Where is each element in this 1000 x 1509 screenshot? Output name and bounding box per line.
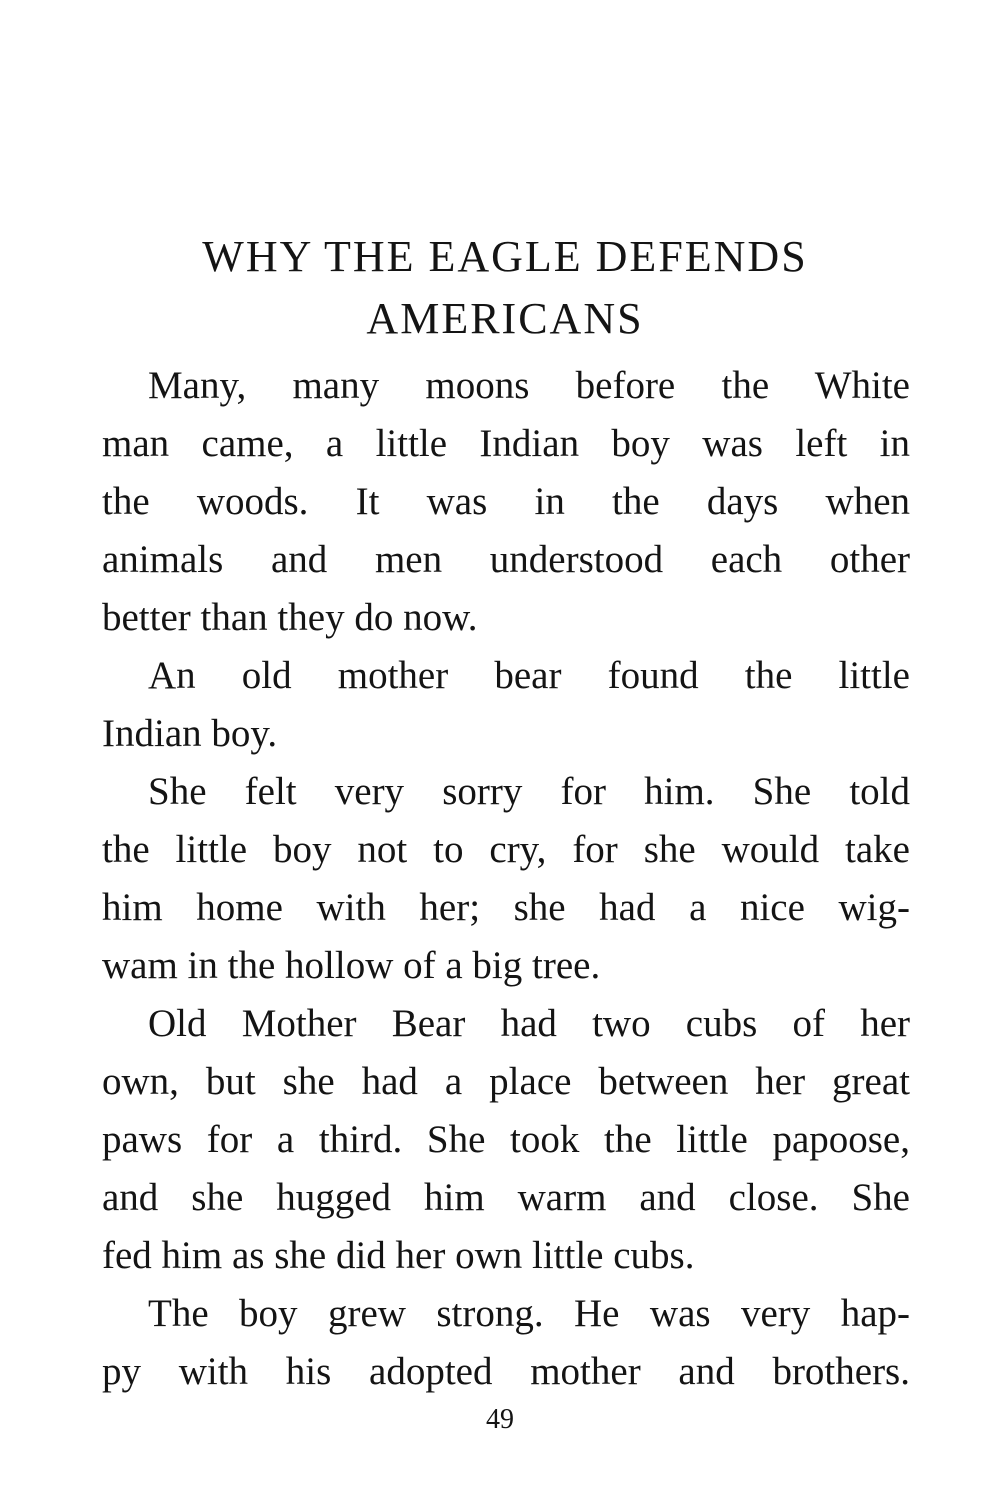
text-line: better than they do now. (102, 596, 478, 639)
text-line: She felt very sorry for him. She told (148, 770, 910, 813)
page-number: 49 (486, 1404, 514, 1435)
text-line: Indian boy. (102, 712, 278, 755)
paragraph-1 (102, 357, 910, 647)
text-line: own, but she had a place between her great (102, 1060, 910, 1103)
text-line: paws for a third. She took the little papoose, (102, 1118, 910, 1161)
chapter-title-line-1: WHY THE EAGLE DEFENDS (202, 232, 808, 281)
text-line: The boy grew strong. He was very hap- (148, 1292, 910, 1335)
paragraph-4 (102, 995, 910, 1285)
body-text (102, 357, 910, 1401)
text-line: and she hugged him warm and close. She (102, 1176, 910, 1219)
text-line: Many, many moons before the White (148, 364, 910, 407)
text-line: Old Mother Bear had two cubs of her (148, 1002, 910, 1045)
text-line: py with his adopted mother and brothers. (102, 1350, 910, 1393)
text-line: animals and men understood each other (102, 538, 910, 581)
chapter-title-line-2: AMERICANS (366, 294, 644, 343)
paragraph-5 (102, 1285, 910, 1401)
text-line: the woods. It was in the days when (102, 480, 910, 523)
text-line: An old mother bear found the little (148, 654, 910, 697)
text-line: him home with her; she had a nice wig- (102, 886, 910, 929)
text-line: fed him as she did her own little cubs. (102, 1234, 695, 1277)
text-line: wam in the hollow of a big tree. (102, 944, 601, 987)
paragraph-2 (102, 647, 910, 763)
text-line: the little boy not to cry, for she would take (102, 828, 910, 871)
chapter-title (100, 226, 910, 350)
paragraph-3 (102, 763, 910, 995)
text-line: man came, a little Indian boy was left in (102, 422, 910, 465)
